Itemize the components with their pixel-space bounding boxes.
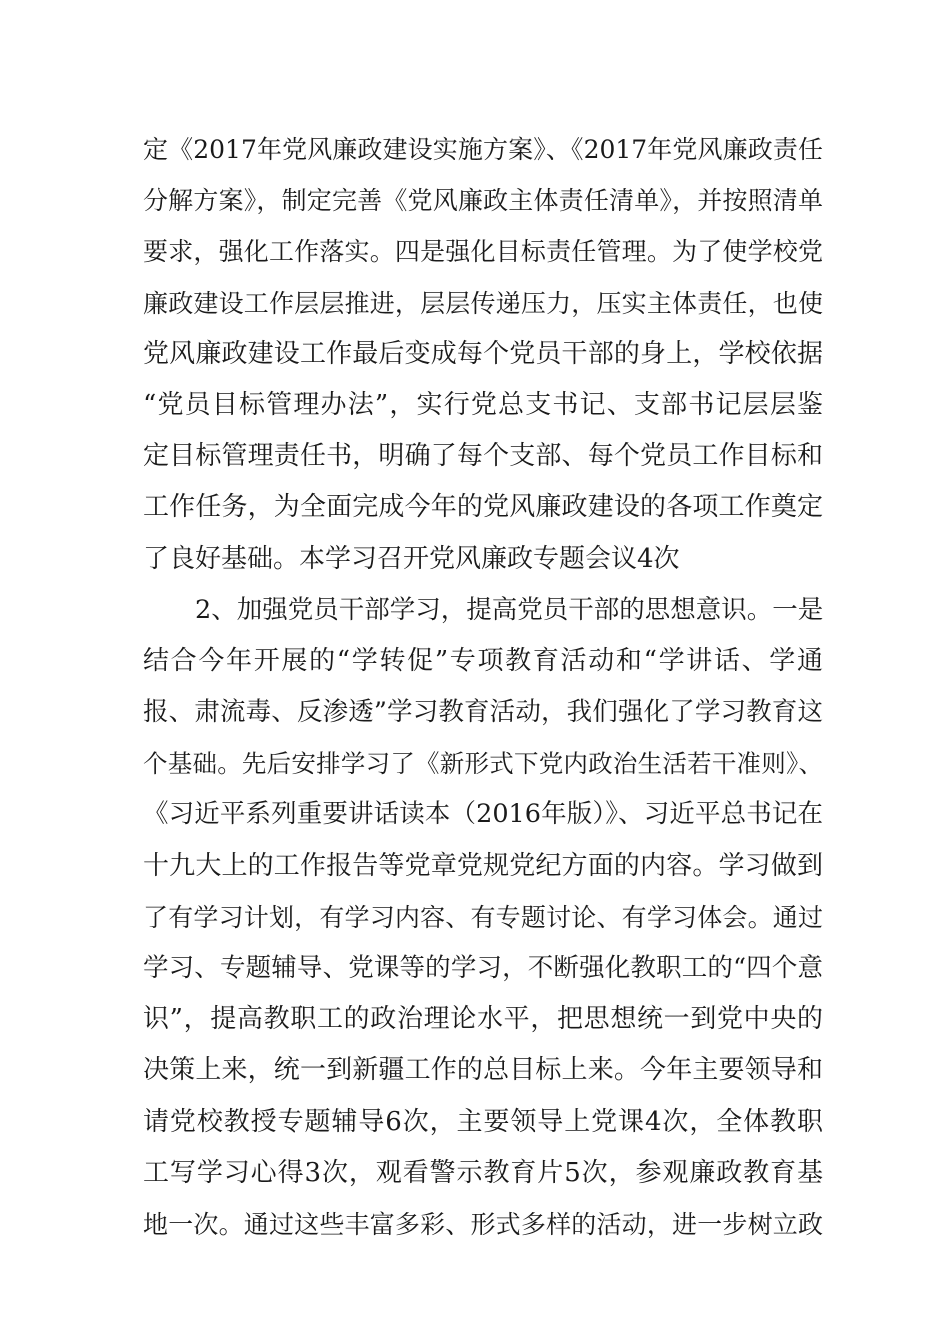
text-line: 请党校教授专题辅导6次，主要领导上党课4次，全体教职 (143, 1106, 823, 1137)
body-text (143, 124, 823, 1250)
text-line: 工作任务，为全面完成今年的党风廉政建设的各项工作奠定 (143, 492, 823, 523)
text-line: 廉政建设工作层层推进，层层传递压力，压实主体责任，也使 (143, 288, 823, 318)
text-line: “党员目标管理办法”，实行党总支书记、支部书记层层鉴 (143, 389, 823, 420)
text-line: 十九大上的工作报告等党章党规党纪方面的内容。学习做到 (143, 850, 823, 881)
paragraph-end-line: 了良好基础。本学习召开党风廉政专题会议4次 (143, 543, 680, 574)
text-line: 定《2017年党风廉政建设实施方案》、《2017年党风廉政责任 (143, 135, 823, 164)
text-line: 《习近平系列重要讲话读本（2016年版）》、习近平总书记在 (143, 799, 823, 830)
text-line: 党风廉政建设工作最后变成每个党员干部的身上，学校依据 (143, 338, 823, 369)
text-line: 分解方案》，制定完善《党风廉政主体责任清单》，并按照清单 (143, 186, 823, 216)
text-line: 要求，强化工作落实。四是强化目标责任管理。为了使学校党 (143, 237, 823, 267)
paragraph-start-line: 2、加强党员干部学习，提高党员干部的思想意识。一是 (195, 594, 824, 625)
text-line: 个基础。先后安排学习了《新形式下党内政治生活若干准则》、 (143, 749, 823, 779)
text-line: 决策上来，统一到新疆工作的总目标上来。今年主要领导和 (143, 1055, 823, 1086)
text-line: 结合今年开展的“学转促”专项教育活动和“学讲话、学通 (143, 645, 823, 676)
text-line: 定目标管理责任书，明确了每个支部、每个党员工作目标和 (143, 441, 823, 472)
text-line: 学习、专题辅导、党课等的学习，不断强化教职工的“四个意 (143, 953, 823, 983)
text-line: 报、肃流毒、反渗透”学习教育活动，我们强化了学习教育这 (143, 697, 823, 728)
text-line: 工写学习心得3次，观看警示教育片5次，参观廉政教育基 (143, 1157, 823, 1188)
text-line: 了有学习计划，有学习内容、有专题讨论、有学习体会。通过 (143, 902, 823, 932)
text-line: 地一次。通过这些丰富多彩、形式多样的活动，进一步树立政 (143, 1209, 823, 1239)
text-line: 识”，提高教职工的政治理论水平，把思想统一到党中央的 (143, 1004, 823, 1035)
